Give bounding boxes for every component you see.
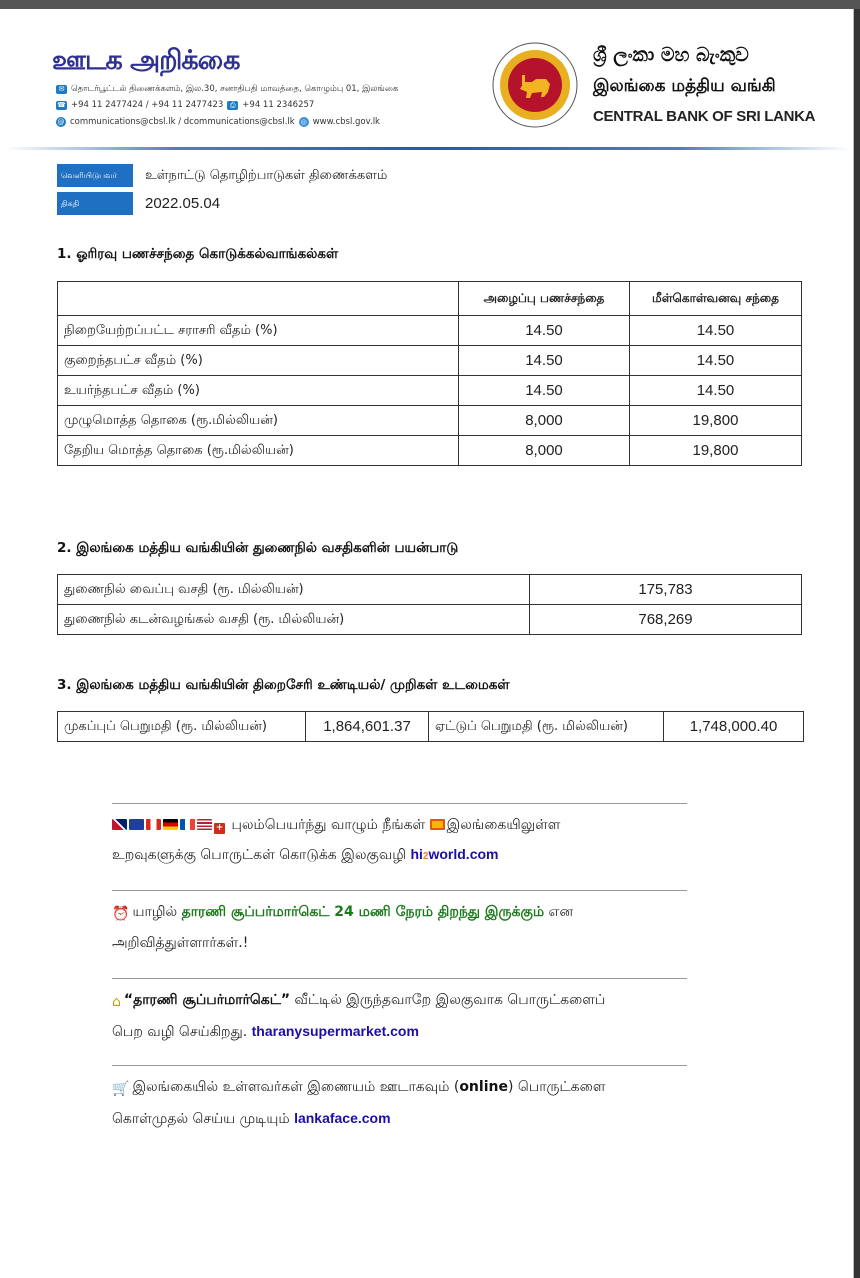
ad-separator (112, 1065, 687, 1066)
row-label: முழுமொத்த தொகை (ரூ.மில்லியன்) (58, 406, 459, 436)
date-row (57, 192, 220, 215)
issuer-value: உள்நாட்டு தொழிற்பாடுகள் திணைக்களம் (145, 167, 388, 183)
ad-tharany-24h (112, 898, 687, 958)
ad4-bold: online (459, 1079, 508, 1095)
shopping-cart-icon: 🛒 (112, 1081, 130, 1097)
section-2-title: 2. இலங்கை மத்திய வங்கியின் துணைநில் வசதிகளின் பயன்பாடு (57, 540, 459, 556)
link-part: world.com (428, 846, 499, 862)
section-1-title: 1. ஓரிரவு பணச்சந்தை கொடுக்கல்வாங்கல்கள் (57, 246, 339, 262)
phone-text: +94 11 2477424 / +94 11 2477423 (71, 100, 224, 110)
email-line (56, 117, 380, 127)
fax-text: +94 11 2346257 (242, 100, 315, 110)
address-line (56, 84, 398, 95)
ad1-text-a: புலம்பெயர்ந்து வாழும் நீங்கள் (231, 817, 426, 833)
ad-lankaface (112, 1073, 687, 1134)
table-row (58, 376, 802, 406)
header-repo-market: மீள்கொள்வனவு சந்தை (630, 282, 802, 316)
ad-hi2world (112, 811, 687, 871)
row-value: 175,783 (530, 575, 802, 605)
face-value: 1,864,601.37 (306, 712, 429, 742)
bank-name-sinhala: ශ්‍රී ලංකා මහ බැංකුව (593, 44, 749, 66)
fax-icon: ⎙ (227, 101, 238, 110)
email-text[interactable]: communications@cbsl.lk / dcommunications@cbsl.lk (70, 117, 295, 127)
lankaface-link[interactable]: lankaface.com (294, 1110, 391, 1126)
window-top-bar (0, 0, 860, 9)
ad-tharany-home (112, 986, 687, 1047)
ad4-text-b: ) பொருட்களை (507, 1079, 606, 1095)
date-value: 2022.05.04 (145, 195, 221, 212)
standing-facilities-table (57, 574, 802, 635)
masthead-title: ஊடக அறிக்கை (52, 45, 240, 76)
mail-icon: ✉ (56, 85, 67, 94)
table-row (58, 605, 802, 635)
repo-value: 14.50 (630, 376, 802, 406)
ad4-text-c: கொள்முதல் செய்ய முடியும் (112, 1111, 290, 1127)
section-3-title: 3. இலங்கை மத்திய வங்கியின் திறைசேரி உண்டியல்/ முறிகள் உடமைகள் (57, 677, 510, 693)
overnight-money-market-table (57, 281, 802, 466)
ad2-text-b: என (548, 904, 574, 920)
call-value: 14.50 (459, 346, 630, 376)
ad-separator (112, 978, 687, 979)
row-label: நிறையேற்றப்பட்ட சராசரி வீதம் (%) (58, 316, 459, 346)
header-cell-empty (58, 282, 459, 316)
usa-flag-icon (197, 819, 212, 830)
ad3-text-a: வீட்டில் இருந்தவாறே இலகுவாக பொருட்களைப் (294, 992, 606, 1008)
ad-separator (112, 890, 687, 891)
book-value-label: ஏட்டுப் பெறுமதி (ரூ. மில்லியன்) (429, 712, 664, 742)
ad1-text-b: இலங்கையிலுள்ள (446, 817, 561, 833)
swiss-flag-icon: + (215, 823, 224, 833)
repo-value: 19,800 (630, 406, 802, 436)
hi2world-link[interactable] (410, 846, 498, 862)
call-value: 14.50 (459, 316, 630, 346)
phone-icon: ☎ (57, 100, 66, 109)
ad2-highlight: தாரணி சூப்பர்மார்கெட் 24 மணி நேரம் திறந்து இருக்கும் (181, 904, 545, 920)
ad2-text-a: யாழில் (132, 904, 178, 920)
vertical-scrollbar[interactable] (854, 9, 860, 1278)
alarm-clock-icon: ⏰ (112, 906, 130, 922)
ad1-text-c: உறவுகளுக்கு பொருட்கள் கொடுக்க இலகுவழி (112, 847, 406, 863)
website-text[interactable]: www.cbsl.gov.lk (312, 117, 380, 127)
globe-icon: ◎ (300, 118, 307, 126)
house-icon: ⌂ (112, 994, 121, 1010)
call-value: 8,000 (459, 436, 630, 466)
call-value: 14.50 (459, 376, 630, 406)
row-label: உயர்ந்தபட்ச வீதம் (%) (58, 376, 459, 406)
date-label: திகதி (57, 192, 133, 215)
book-value: 1,748,000.40 (664, 712, 804, 742)
ad-separator (112, 803, 687, 804)
sri-lanka-flag-icon (430, 819, 445, 830)
repo-value: 14.50 (630, 346, 802, 376)
bank-name-english: CENTRAL BANK OF SRI LANKA (593, 108, 816, 125)
repo-value: 14.50 (630, 316, 802, 346)
call-value: 8,000 (459, 406, 630, 436)
germany-flag-icon (163, 819, 178, 830)
header-call-money: அழைப்பு பணச்சந்தை (459, 282, 630, 316)
table-row (58, 346, 802, 376)
uk-flag-icon (112, 819, 127, 830)
row-label: துணைநில் கடன்வழங்கல் வசதி (ரூ. மில்லியன்) (58, 605, 530, 635)
table-header-row (58, 282, 802, 316)
issuer-row (57, 164, 387, 187)
central-bank-seal-logo (492, 42, 578, 128)
address-text: தொடர்பூட்டல் திணைக்களம், இல.30, சனாதிபதி மாவத்தை, கொழும்பு 01, இலங்கை (71, 84, 399, 94)
ad3-quote: “தாரணி சூப்பர்மார்கெட்” (123, 992, 291, 1008)
table-row (58, 712, 804, 742)
link-part: 2 (422, 851, 429, 862)
email-icon: @ (57, 118, 65, 126)
face-value-label: முகப்புப் பெறுமதி (ரூ. மில்லியன்) (58, 712, 306, 742)
row-label: குறைந்தபட்ச வீதம் (%) (58, 346, 459, 376)
link-part: hi (410, 846, 423, 862)
table-row (58, 575, 802, 605)
france-flag-icon (180, 819, 195, 830)
row-label: தேறிய மொத்த தொகை (ரூ.மில்லியன்) (58, 436, 459, 466)
canada-flag-icon (146, 819, 161, 830)
table-row (58, 406, 802, 436)
tharanysupermarket-link[interactable]: tharanysupermarket.com (251, 1023, 419, 1039)
repo-value: 19,800 (630, 436, 802, 466)
issuer-label: வெளியிடுபவர் (57, 164, 133, 187)
eu-flag-icon (129, 819, 144, 830)
treasury-holdings-table (57, 711, 804, 742)
ad2-text-c: அறிவித்துள்ளார்கள்.! (112, 935, 249, 951)
table-row (58, 316, 802, 346)
phone-line (56, 100, 314, 110)
ad3-text-b: பெற வழி செய்கிறது. (112, 1024, 248, 1040)
ad4-text-a: இலங்கையில் உள்ளவர்கள் இணையம் ஊடாகவும் ( (132, 1079, 460, 1095)
bank-name-tamil: இலங்கை மத்திய வங்கி (593, 76, 776, 96)
table-row (58, 436, 802, 466)
header-divider (5, 147, 850, 150)
row-value: 768,269 (530, 605, 802, 635)
row-label: துணைநில் வைப்பு வசதி (ரூ. மில்லியன்) (58, 575, 530, 605)
